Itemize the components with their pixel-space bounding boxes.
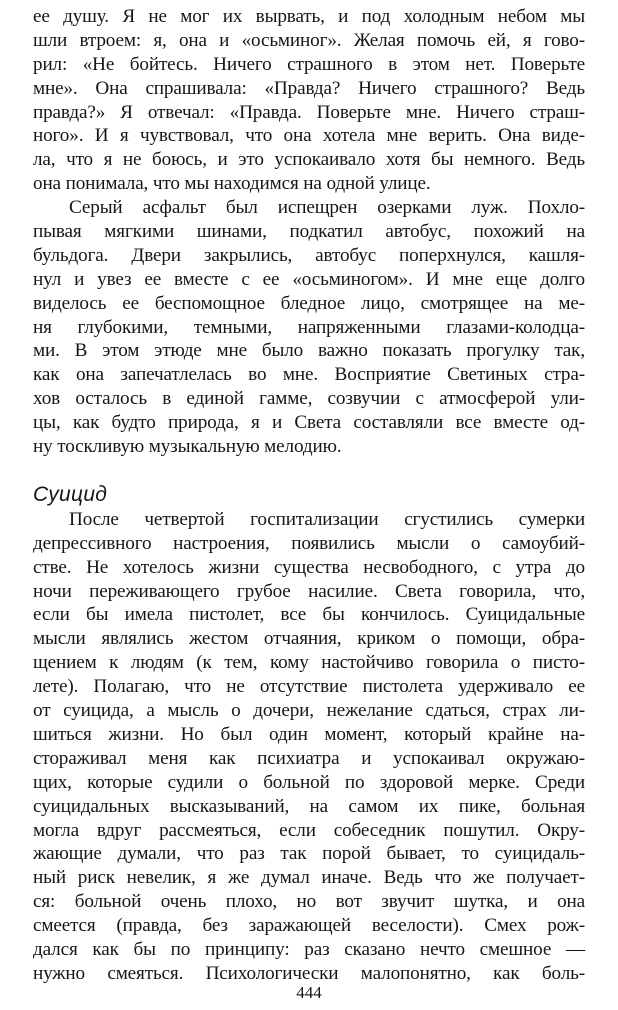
text-line: стораживал меня как психиатра и успокаивал окружаю-: [33, 747, 585, 769]
text-line: ее душу. Я не мог их вырвать, и под холодным небом мы: [33, 6, 585, 27]
text-line: щих, которые судили о больной по здоровой мерке. Среди: [33, 771, 585, 793]
text-line: мне». Она спрашивала: «Правда? Ничего страшного? Ведь: [33, 77, 585, 99]
text-line: если бы имела пистолет, все бы кончилось. Суицидальные: [33, 604, 585, 626]
text-line: могла вдруг рассмеяться, если собеседник пошутил. Окру-: [33, 819, 585, 841]
text-line: смеется (правда, без заражающей веселости). Смех рож-: [33, 915, 585, 937]
text-line: рил: «Не бойтесь. Ничего страшного в этом нет. Поверьте: [33, 53, 585, 75]
text-line: как она запечатлелась во мне. Восприятие Светиных стра-: [33, 364, 585, 386]
text-line: мысли являлись жестом отчаяния, криком о помощи, обра-: [33, 628, 585, 650]
text-line: нужно смеяться. Психологически малопонятно, как боль-: [33, 962, 585, 984]
text-line: лете). Полагаю, что не отсутствие пистолета удерживало ее: [33, 676, 585, 698]
text-line: хов осталось в единой гамме, созвучии с атмосферой ули-: [33, 388, 585, 410]
text-line: от суицида, а мысль о дочери, нежелание сдаться, страх ли-: [33, 700, 585, 722]
text-line: ного». И я чувствовал, что она хотела мне верить. Она виде-: [33, 125, 585, 147]
text-line: ся: больной очень плохо, но вот звучит шутка, и она: [33, 891, 585, 913]
page-body: [33, 5, 585, 986]
paragraph-bus-scene: [33, 196, 585, 459]
text-line: жающие думали, что раз так порой бывает, то суицидаль-: [33, 843, 585, 865]
text-line: бульдога. Двери закрылись, автобус поперхнулся, кашля-: [33, 244, 585, 266]
text-line: виделось ее беспомощное бледное лицо, смотрящее на ме-: [33, 292, 585, 314]
text-line: ла, что я не боюсь, и это успокаивало хотя бы немного. Ведь: [33, 149, 585, 171]
text-line: шиться жизни. Но был один момент, который крайне на-: [33, 723, 585, 745]
section-heading: Суицид: [33, 482, 108, 506]
text-line: суицидальных высказываний, на самом их пике, больная: [33, 795, 585, 817]
text-line: дался как бы по принципу: раз сказано нечто смешное —: [33, 938, 585, 960]
text-line: депрессивного настроения, появились мысли о самоубий-: [33, 532, 585, 554]
page-number: 444: [296, 983, 322, 1002]
text-line: Серый асфальт был испещрен озерками луж. Похло-: [69, 197, 585, 219]
text-line: щением к людям (к тем, кому настойчиво говорила о писто-: [33, 652, 585, 674]
text-line: нул и увез ее вместе с ее «осьминогом». И мне еще долго: [33, 268, 585, 290]
text-line: стве. Не хотелось жизни существа несвободного, с утра до: [33, 556, 585, 578]
text-line: правда?» Я отвечал: «Правда. Поверьте мне. Ничего страш-: [33, 101, 585, 123]
paragraph-suicide-section: [33, 508, 585, 986]
text-line: ный риск невелик, я же думал иначе. Ведь что же получает-: [33, 867, 585, 889]
text-line: цы, как будто природа, я и Света составляли все вместе од-: [33, 412, 585, 434]
text-line: ми. В этом этюде мне было важно показать прогулку так,: [33, 340, 585, 362]
paragraph-continued: [33, 5, 585, 196]
text-line: она понимала, что мы находимся на одной улице.: [33, 173, 431, 195]
text-line: ночи переживающего грубое насилие. Света говорила, что,: [33, 580, 585, 602]
text-line: После четвертой госпитализации сгустились сумерки: [69, 508, 585, 530]
text-line: ня глубокими, темными, напряженными глазами-колодца-: [33, 316, 585, 338]
text-line: пывая мягкими шинами, подкатил автобус, похожий на: [33, 221, 585, 243]
text-line: шли втроем: я, она и «осьминог». Желая помочь ей, я гово-: [33, 29, 585, 51]
text-line: ну тоскливую музыкальную мелодию.: [33, 436, 342, 458]
